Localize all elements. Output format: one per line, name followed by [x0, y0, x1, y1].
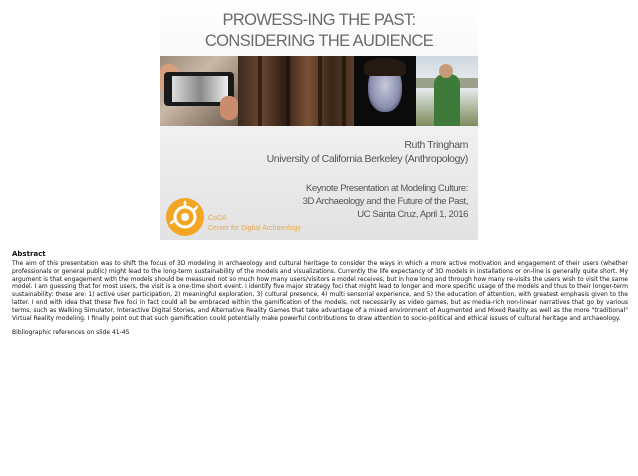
bibliography-note: Bibliographic references on slide 41-45	[12, 329, 130, 337]
event-line-2: 3D Archaeology and the Future of the Past,	[302, 196, 468, 207]
slide-title-line-1: PROWESS-ING THE PAST:	[222, 11, 416, 29]
org-short: CoDA	[208, 215, 227, 222]
abstract-section	[12, 250, 628, 337]
photo-wooden-interior	[238, 56, 354, 126]
slide-title-line-2: CONSIDERING THE AUDIENCE	[204, 32, 434, 50]
photo-game-character	[416, 56, 478, 126]
event-line-3: UC Santa Cruz, April 1, 2016	[357, 209, 468, 220]
event-line-1: Keynote Presentation at Modeling Culture:	[305, 183, 468, 194]
coda-logo-icon	[166, 198, 204, 236]
abstract-body: The aim of this presentation was to shift the focus of 3D modeling in archaeology and cultural heritage to consider the ways in which a more active motivation and engagement of their users (whether professionals or general public) might lead to the long-term sustainability of the models and visualizations. Currently the life expectancy of 3D models in installations or on-line is generally quite short. My argument is that engagement with the models should be measured not so much how many users/visitors a model receives, but in how long and through how many re-visits the users wish to visit the same model. I am guessing that for most users, the visit is a one-time short event. I identify five major strategy foci that might lead to longer and more specific usage of the models and thus to their longer-term sustainability: these are: 1) active user participation, 2) meaningful exploration, 3) cultural presence, 4) multi sensorial experience, and 5) the education of attention, with greatest emphasis given to the latter. I end with idea that these five foci in fact could all be embraced within the gamification of the models, not necessarily as video games, but as media-rich non-linear narratives that go by various terms, such as Walking Simulator, Interactive Digital Stories, and Alternative Reality Games that take advantage of a mixed environment of Augmented and Mixed Reality as well as the more "traditional" Virtual Reality modeling. I finally point out that such gamification could potentially make powerful contributions to draw attention to socio-political and ethical issues of cultural heritage and archaeology.	[12, 260, 628, 322]
event-block	[303, 182, 468, 221]
photo-smartphone-ar	[160, 56, 238, 126]
photo-user-face	[354, 56, 416, 126]
slide-thumbnail	[160, 0, 478, 240]
author-block	[267, 138, 468, 166]
abstract-heading: Abstract	[12, 250, 46, 258]
org-full: Center for Digital Archaeology	[208, 225, 301, 232]
slide-title	[160, 10, 478, 52]
author-name: Ruth Tringham	[404, 139, 468, 151]
author-affiliation: University of California Berkeley (Anthropology)	[266, 153, 468, 165]
photo-strip	[160, 56, 478, 126]
org-label	[208, 214, 301, 234]
